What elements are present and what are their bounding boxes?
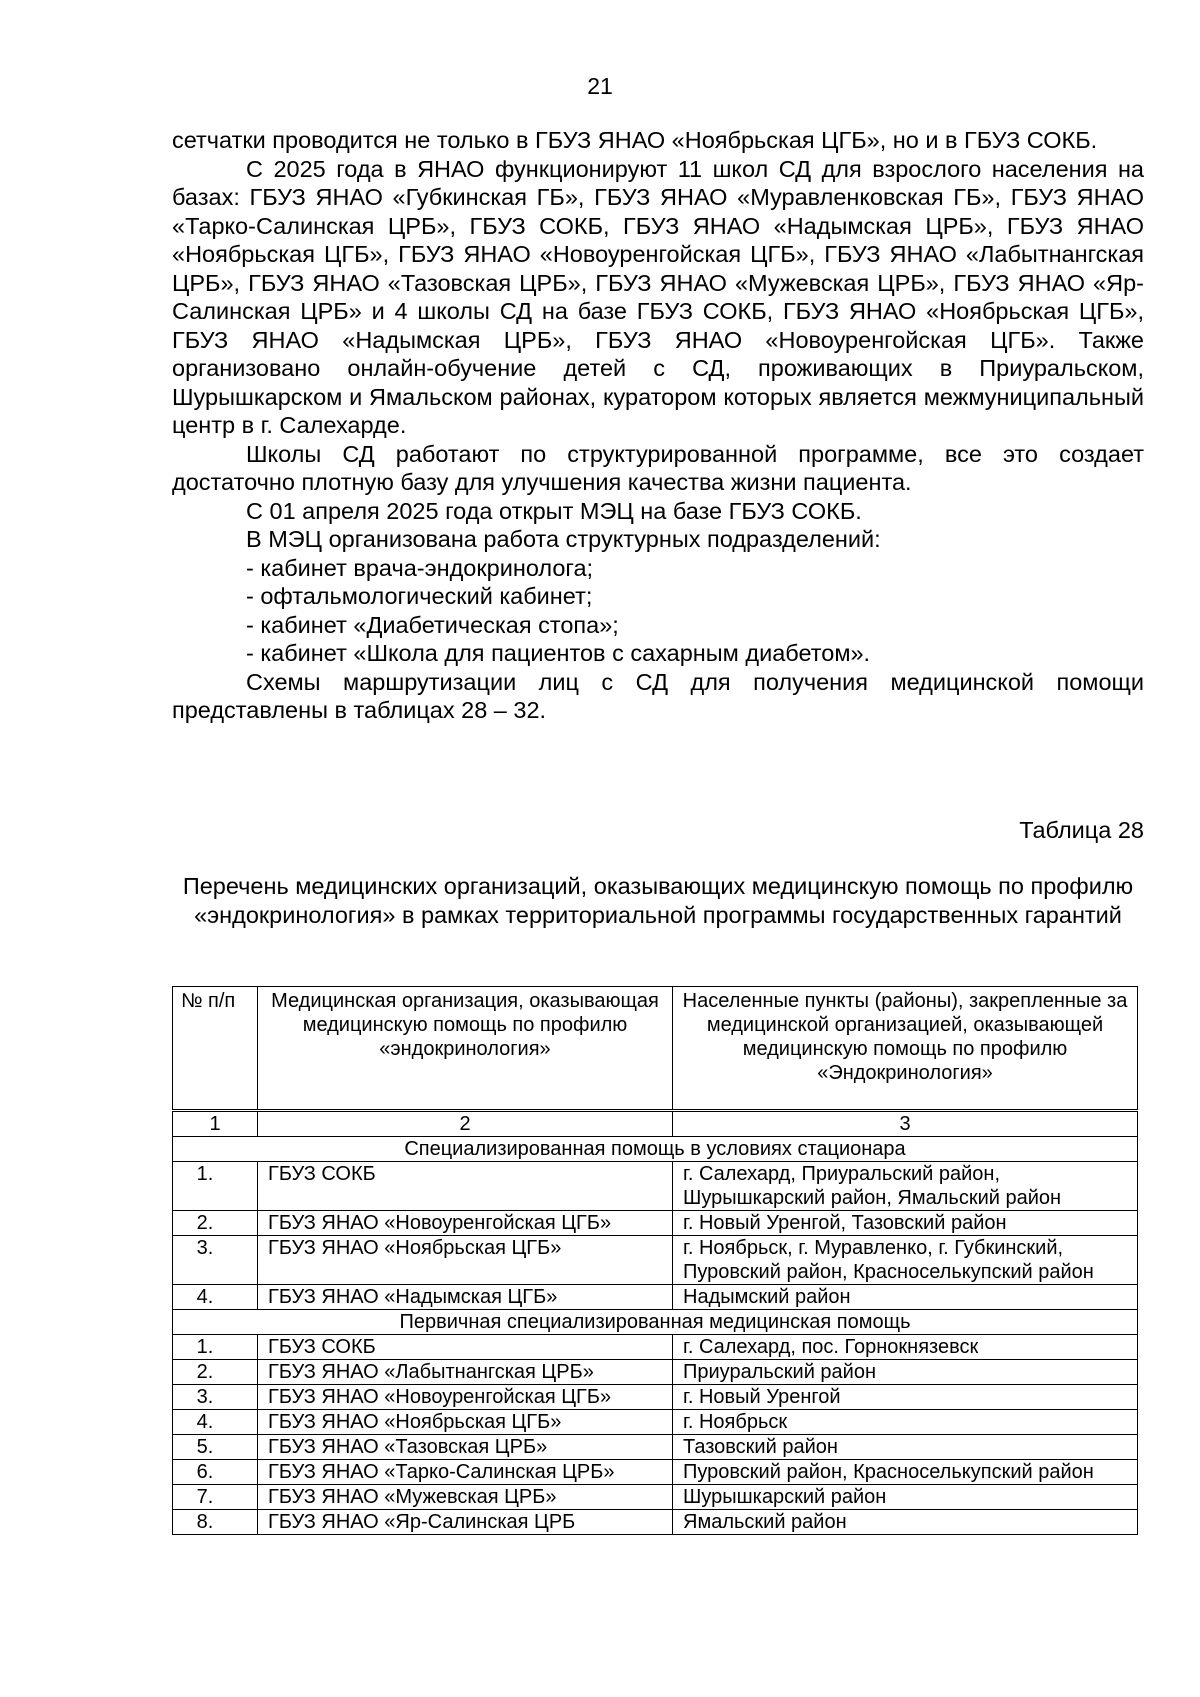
organization-cell: ГБУЗ ЯНАО «Новоуренгойская ЦГБ» xyxy=(258,1385,673,1410)
organization-cell: ГБУЗ ЯНАО «Надымская ЦГБ» xyxy=(258,1285,673,1310)
table-section-row xyxy=(173,1310,1138,1335)
list-item: - кабинет «Диабетическая стопа»; xyxy=(246,611,619,638)
area-cell: Надымский район xyxy=(673,1285,1138,1310)
area-cell: Тазовский район xyxy=(673,1435,1138,1460)
table-row xyxy=(173,1435,1138,1460)
organization-cell: ГБУЗ СОКБ xyxy=(258,1162,673,1211)
row-number-cell: 4. xyxy=(173,1285,258,1310)
table-section-row xyxy=(173,1137,1138,1162)
table-row xyxy=(173,1410,1138,1435)
paragraph: В МЭЦ организована работа структурных подразделений: xyxy=(246,526,881,552)
area-cell: Шурышкарский район xyxy=(673,1485,1138,1510)
row-number-cell: 2. xyxy=(173,1360,258,1385)
table-title: Перечень медицинских организаций, оказывающих медицинскую помощь по профилю «эндокринология» в рамках территориальной программы государственных гарантий xyxy=(182,873,1134,928)
paragraph: С 01 апреля 2025 года открыт МЭЦ на базе ГБУЗ СОКБ. xyxy=(246,497,862,524)
list-item: - кабинет «Школа для пациентов с сахарным диабетом». xyxy=(246,640,871,666)
organization-cell: ГБУЗ ЯНАО «Тазовская ЦРБ» xyxy=(258,1435,673,1460)
table-row xyxy=(173,1211,1138,1236)
row-number-cell: 2. xyxy=(173,1211,258,1236)
table-row xyxy=(173,1162,1138,1211)
row-number-cell: 1. xyxy=(173,1162,258,1211)
header-cell: Населенные пункты (районы), закрепленные за медицинской организацией, оказывающей медицинскую помощь по профилю «Эндокринология» xyxy=(673,987,1138,1111)
area-cell: г. Новый Уренгой, Тазовский район xyxy=(673,1211,1138,1236)
row-number-cell: 4. xyxy=(173,1410,258,1435)
column-number-cell: 1 xyxy=(173,1111,258,1137)
header-cell: № п/п xyxy=(173,987,258,1111)
page-number: 21 xyxy=(587,73,613,99)
table-label: Таблица 28 xyxy=(1019,817,1144,843)
section-title: Первичная специализированная медицинская помощь xyxy=(173,1310,1138,1335)
routing-table xyxy=(172,986,1138,1535)
column-number-cell: 2 xyxy=(258,1111,673,1137)
area-cell: г. Ноябрьск xyxy=(673,1410,1138,1435)
body-text xyxy=(172,126,1144,725)
table-header-row xyxy=(173,987,1138,1111)
table-row xyxy=(173,1335,1138,1360)
organization-cell: ГБУЗ ЯНАО «Ноябрьская ЦГБ» xyxy=(258,1236,673,1285)
row-number-cell: 8. xyxy=(173,1510,258,1535)
area-cell: Ямальский район xyxy=(673,1510,1138,1535)
header-cell: Медицинская организация, оказывающая медицинскую помощь по профилю «эндокринология» xyxy=(258,987,673,1111)
organization-cell: ГБУЗ ЯНАО «Тарко-Салинская ЦРБ» xyxy=(258,1460,673,1485)
paragraph: Школы СД работают по структурированной программе, все это создает достаточно плотную базу для улучшения качества жизни пациента. xyxy=(172,440,1144,495)
paragraph: С 2025 года в ЯНАО функционируют 11 школ СД для взрослого населения на базах: ГБУЗ ЯНАО «Губкинская ГБ», ГБУЗ ЯНАО «Муравленковская ГБ», ГБУЗ ЯНАО «Тарко-Салинская ЦРБ», ГБУЗ СОКБ, ГБУЗ ЯНАО «Надымская ЦРБ», ГБУЗ ЯНАО «Ноябрьская ЦГБ», ГБУЗ ЯНАО «Новоуренгойская ЦГБ», ГБУЗ ЯНАО «Лабытнангская ЦРБ», ГБУЗ ЯНАО «Тазовская ЦРБ», ГБУЗ ЯНАО «Мужевская ЦРБ», ГБУЗ ЯНАО «Яр-Салинская ЦРБ» и 4 школы СД на базе ГБУЗ СОКБ, ГБУЗ ЯНАО «Ноябрьская ЦГБ», ГБУЗ ЯНАО «Надымская ЦРБ», ГБУЗ ЯНАО «Новоуренгойская ЦГБ». Также организовано онлайн-обучение детей с СД, проживающих в Приуральском, Шурышкарском и Ямальском районах, куратором которых является межмуниципальный центр в г. Салехарде. xyxy=(172,155,1144,438)
column-number-row xyxy=(173,1111,1138,1137)
organization-cell: ГБУЗ ЯНАО «Мужевская ЦРБ» xyxy=(258,1485,673,1510)
table-row xyxy=(173,1236,1138,1285)
organization-cell: ГБУЗ ЯНАО «Яр-Салинская ЦРБ xyxy=(258,1510,673,1535)
table-row xyxy=(173,1285,1138,1310)
area-cell: г. Салехард, Приуральский район, Шурышкарский район, Ямальский район xyxy=(673,1162,1138,1211)
area-cell: г. Новый Уренгой xyxy=(673,1385,1138,1410)
paragraph: Схемы маршрутизации лиц с СД для получения медицинской помощи представлены в таблицах 28 – 32. xyxy=(172,668,1144,723)
organization-cell: ГБУЗ ЯНАО «Ноябрьская ЦГБ» xyxy=(258,1410,673,1435)
area-cell: Пуровский район, Красноселькупский район xyxy=(673,1460,1138,1485)
row-number-cell: 5. xyxy=(173,1435,258,1460)
row-number-cell: 3. xyxy=(173,1236,258,1285)
table-row xyxy=(173,1510,1138,1535)
section-title: Специализированная помощь в условиях стационара xyxy=(173,1137,1138,1162)
paragraph: сетчатки проводится не только в ГБУЗ ЯНАО «Ноябрьская ЦГБ», но и в ГБУЗ СОКБ. xyxy=(172,127,1098,153)
table-row xyxy=(173,1485,1138,1510)
row-number-cell: 7. xyxy=(173,1485,258,1510)
row-number-cell: 6. xyxy=(173,1460,258,1485)
organization-cell: ГБУЗ ЯНАО «Лабытнангская ЦРБ» xyxy=(258,1360,673,1385)
column-number-cell: 3 xyxy=(673,1111,1138,1137)
organization-cell: ГБУЗ ЯНАО «Новоуренгойская ЦГБ» xyxy=(258,1211,673,1236)
organization-cell: ГБУЗ СОКБ xyxy=(258,1335,673,1360)
table-row xyxy=(173,1360,1138,1385)
area-cell: Приуральский район xyxy=(673,1360,1138,1385)
list-item: - кабинет врача-эндокринолога; xyxy=(246,554,594,581)
row-number-cell: 1. xyxy=(173,1335,258,1360)
area-cell: г. Салехард, пос. Горнокнязевск xyxy=(673,1335,1138,1360)
area-cell: г. Ноябрьск, г. Муравленко, г. Губкинский, Пуровский район, Красноселькупский район xyxy=(673,1236,1138,1285)
table-row xyxy=(173,1385,1138,1410)
row-number-cell: 3. xyxy=(173,1385,258,1410)
table-row xyxy=(173,1460,1138,1485)
list-item: - офтальмологический кабинет; xyxy=(246,583,593,609)
